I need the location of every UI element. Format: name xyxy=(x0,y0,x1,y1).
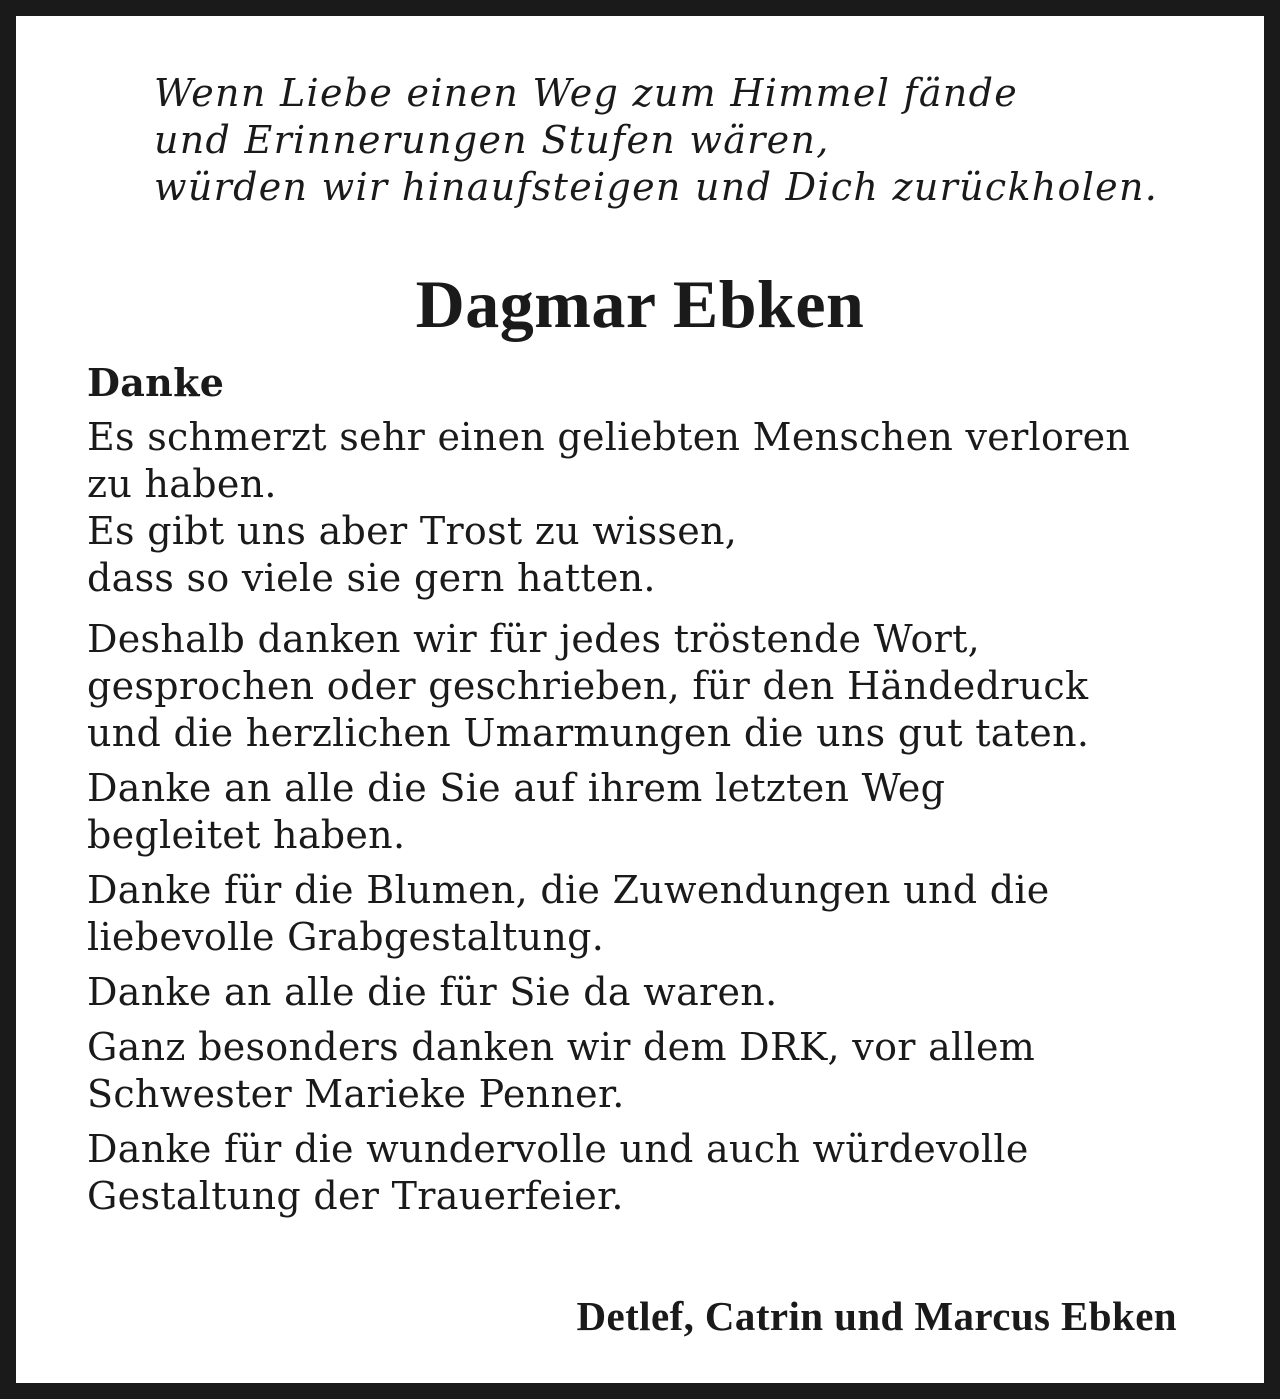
text-line: Danke für die Blumen, die Zuwendungen und die xyxy=(87,868,1050,912)
text-line: und die herzlichen Umarmungen die uns gut taten. xyxy=(87,711,1090,755)
paragraph xyxy=(87,765,1227,859)
text-line: Danke für die wundervolle und auch würdevolle xyxy=(87,1127,1029,1171)
text-line: Ganz besonders danken wir dem DRK, vor allem xyxy=(87,1025,1036,1069)
text-line: begleitet haben. xyxy=(87,813,406,857)
text-line: dass so viele sie gern hatten. xyxy=(87,556,656,600)
poem-verse xyxy=(154,70,1158,211)
text-line: Es schmerzt sehr einen geliebten Menschen verloren xyxy=(87,415,1131,459)
poem-line: und Erinnerungen Stufen wären, xyxy=(154,118,830,162)
text-line: zu haben. xyxy=(87,462,277,506)
deceased-name: Dagmar Ebken xyxy=(415,266,865,342)
text-line: gesprochen oder geschrieben, für den Händedruck xyxy=(87,664,1089,708)
thanks-heading: Danke xyxy=(87,360,225,405)
paragraph xyxy=(87,867,1227,961)
signature: Detlef, Catrin und Marcus Ebken xyxy=(576,1293,1177,1339)
text-line: Es gibt uns aber Trost zu wissen, xyxy=(87,509,738,553)
text-line: Danke an alle die für Sie da waren. xyxy=(87,970,778,1014)
poem-line: Wenn Liebe einen Weg zum Himmel fände xyxy=(154,71,1019,115)
text-line: Deshalb danken wir für jedes tröstende Wort, xyxy=(87,617,981,661)
paragraph xyxy=(87,1126,1227,1220)
text-line: Danke an alle die Sie auf ihrem letzten Weg xyxy=(87,766,946,810)
poem-line: würden wir hinaufsteigen und Dich zurückholen. xyxy=(154,165,1159,209)
paragraph xyxy=(87,1024,1227,1118)
text-line: Schwester Marieke Penner. xyxy=(87,1072,625,1116)
paragraph xyxy=(87,414,1227,602)
thank-you-text xyxy=(87,358,1227,1220)
text-line: liebevolle Grabgestaltung. xyxy=(87,915,605,959)
paragraph xyxy=(87,616,1227,757)
paragraph xyxy=(87,969,1227,1016)
text-line: Gestaltung der Trauerfeier. xyxy=(87,1174,624,1218)
